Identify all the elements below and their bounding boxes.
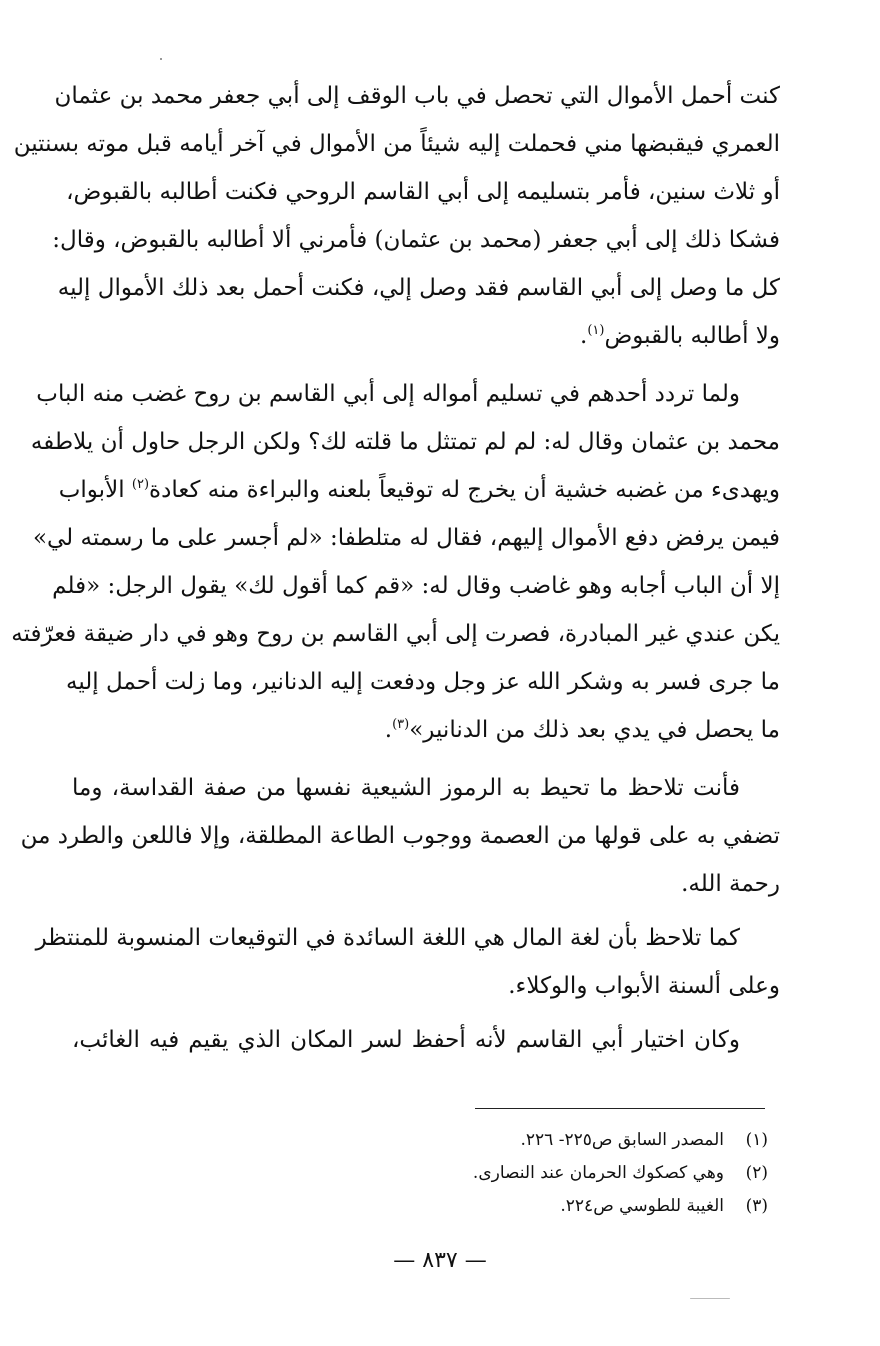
line-text: ولا أطالبه بالقبوض [604, 323, 780, 349]
text-line: فيمن يرفض دفع الأموال إليهم، فقال له متلطفا: «لم أجسر على ما رسمته لي» [32, 525, 780, 551]
line-text: الأبواب [58, 477, 132, 503]
text-line: ولما تردد أحدهم في تسليم أمواله إلى أبي القاسم بن روح غضب منه الباب [36, 381, 740, 407]
footnote-number: (٣) [745, 1196, 768, 1216]
footnote-1 [300, 1124, 768, 1157]
page-number: — ٨٣٧ — [393, 1248, 487, 1273]
footnotes [300, 1124, 768, 1223]
footnote-ref-3: (٣) [392, 717, 410, 732]
footnote-text: المصدر السابق ص٢٢٥- ٢٢٦. [520, 1130, 724, 1150]
footnote-text: الغيبة للطوسي ص٢٢٤. [560, 1196, 724, 1216]
text-line: فشكا ذلك إلى أبي جعفر (محمد بن عثمان) فأمرني ألا أطالبه بالقبوض، وقال: [52, 227, 780, 253]
line-text: ما يحصل في يدي بعد ذلك من الدنانير» [409, 717, 780, 743]
text-line: يكن عندي غير المبادرة، فصرت إلى أبي القاسم بن روح وهو في دار ضيقة فعرّفته [11, 621, 780, 647]
text-line [72, 706, 780, 754]
scan-speck [160, 58, 162, 60]
text-line: وكان اختيار أبي القاسم لأنه أحفظ لسر المكان الذي يقيم فيه الغائب، [72, 1027, 740, 1053]
paragraph-5 [72, 1016, 780, 1064]
paragraph-4 [35, 914, 780, 1010]
line-end: . [580, 323, 588, 349]
text-line [72, 312, 780, 360]
text-line: تضفي به على قولها من العصمة ووجوب الطاعة المطلقة، وإلا فاللعن والطرد من [20, 823, 780, 849]
paragraph-3 [20, 764, 780, 908]
footnote-divider [475, 1108, 765, 1109]
footnote-ref-1: (١) [587, 323, 605, 338]
text-line: ما جرى فسر به وشكر الله عز وجل ودفعت إليه الدنانير، وما زلت أحمل إليه [66, 669, 780, 695]
main-text [11, 72, 780, 1064]
text-line: أو ثلاث سنين، فأمر بتسليمه إلى أبي القاسم الروحي فكنت أطالبه بالقبوض، [66, 179, 780, 205]
footnote-3 [300, 1190, 768, 1223]
footnote-ref-2: (٢) [131, 477, 150, 492]
text-line: إلا أن الباب أجابه وهو غاضب وقال له: «قم كما أقول لك» يقول الرجل: «فلم [52, 573, 780, 599]
footnote-number: (٢) [745, 1163, 768, 1183]
text-line: وعلى ألسنة الأبواب والوكلاء. [508, 973, 780, 999]
text-line: كما تلاحظ بأن لغة المال هي اللغة السائدة في التوقيعات المنسوبة للمنتظر [35, 925, 740, 951]
footnote-text: وهي كصكوك الحرمان عند النصارى. [472, 1163, 724, 1183]
line-end: . [384, 717, 393, 743]
line-text: ويهدىء من غضبه خشية أن يخرج له توقيعاً بلعنه والبراءة منه كعادة [149, 477, 780, 503]
scan-speck [690, 1298, 730, 1299]
text-line: كنت أحمل الأموال التي تحصل في باب الوقف إلى أبي جعفر محمد بن عثمان [54, 83, 780, 109]
text-line: محمد بن عثمان وقال له: لم لم تمتثل ما قلته لك؟ ولكن الرجل حاول أن يلاطفه [30, 429, 780, 455]
text-line [58, 466, 780, 514]
paragraph-1 [13, 72, 780, 360]
footnote-2 [300, 1157, 768, 1190]
paragraph-2 [11, 370, 780, 754]
text-line: العمري فيقبضها مني فحملت إليه شيئاً من الأموال في آخر أيامه قبل موته بسنتين [13, 131, 780, 157]
text-line: كل ما وصل إلى أبي القاسم فقد وصل إلي، فكنت أحمل بعد ذلك الأموال إليه [57, 275, 780, 301]
text-line: رحمة الله. [681, 871, 780, 897]
text-line: فأنت تلاحظ ما تحيط به الرموز الشيعية نفسها من صفة القداسة، وما [72, 775, 740, 801]
footnote-number: (١) [745, 1130, 768, 1150]
